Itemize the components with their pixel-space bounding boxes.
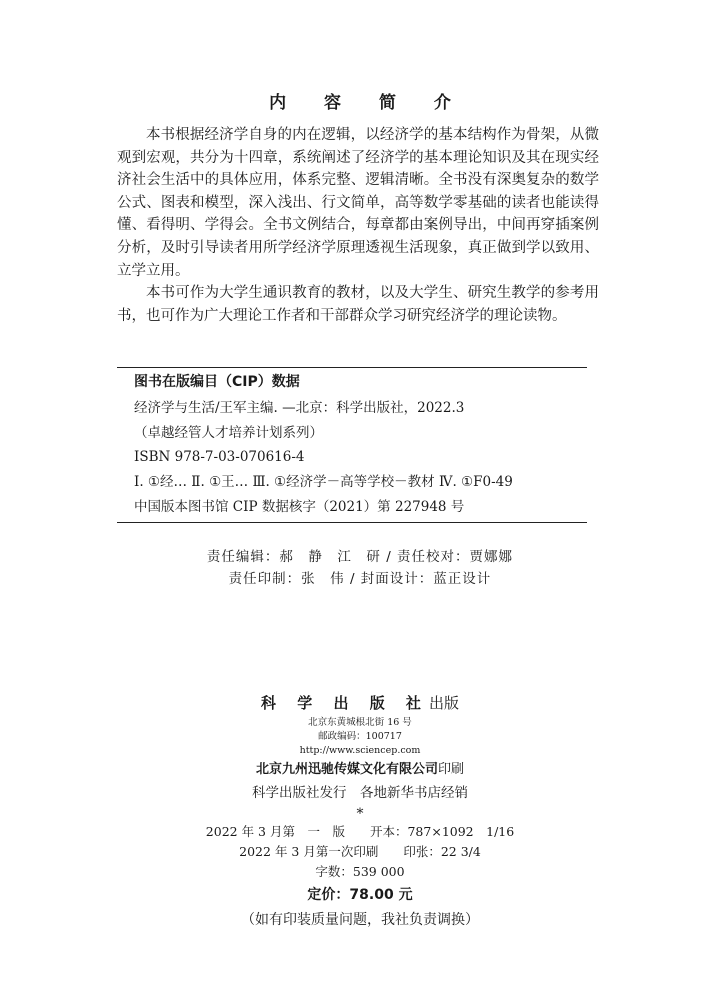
summary-paragraph: 本书可作为大学生通识教育的教材，以及大学生、研究生教学的参考用书，也可作为广大理论工作者和干部群众学习研究经济学的理论读物。 — [117, 285, 599, 324]
publisher-address: 北京东黄城根北街 16 号 — [308, 717, 412, 728]
distribution-line: 科学出版社发行 各地新华书店经销 — [252, 785, 468, 801]
credits-editors: 责任编辑：郝 静 江 研 / 责任校对：贾娜娜 — [206, 549, 514, 565]
publisher-name: 科 学 出 版 社 — [261, 694, 429, 712]
printing-line: 2022 年 3 月第一次印刷 印张：22 3/4 — [239, 844, 481, 859]
cip-block — [117, 367, 587, 523]
cip-line: （卓越经管人才培养计划系列） — [134, 424, 323, 441]
publisher-suffix: 出版 — [428, 694, 459, 712]
word-count: 字数：539 000 — [315, 864, 405, 879]
summary-section — [117, 124, 599, 327]
cip-line: ISBN 978-7-03-070616-4 — [134, 449, 305, 466]
cip-bottom-rule — [117, 522, 587, 523]
cip-line: 中国版本图书馆 CIP 数据核字（2021）第 227948 号 — [134, 498, 465, 515]
publisher-postcode: 邮政编码：100717 — [318, 731, 402, 742]
publisher-line — [0, 690, 720, 716]
credits-production: 责任印制：张 伟 / 封面设计：蓝正设计 — [228, 571, 492, 587]
price: 定价：78.00 元 — [307, 887, 413, 903]
summary-paragraph: 本书根据经济学自身的内在逻辑，以经济学的基本结构作为骨架，从微观到宏观，共分为十四章，系统阐述了经济学的基本理论知识及其在现实经济社会生活中的具体应用，体系完整、逻辑清晰。全书没有深奥复杂的数学公式、图表和模型，深入浅出、行文简单，高等数学零基础的读者也能读得懂、看得明、学得会。全书文例结合，每章都由案例导出，中间再穿插案例分析，及时引导读者用所学经济学原理透视生活现象，真正做到学以致用、立学立用。 — [117, 127, 599, 279]
printer-line — [0, 758, 720, 782]
cip-line: Ⅰ. ①经… Ⅱ. ①王… Ⅲ. ①经济学－高等学校－教材 Ⅳ. ①F0-49 — [134, 474, 513, 491]
credits — [0, 546, 720, 590]
publisher-block — [0, 690, 720, 932]
cip-line: 经济学与生活/王军主编. —北京：科学出版社，2022.3 — [134, 400, 465, 416]
quality-notice: （如有印装质量问题，我社负责调换） — [241, 912, 479, 928]
separator-star: * — [356, 806, 364, 822]
book-specs — [0, 822, 720, 882]
page-title: 内 容 简 介 — [269, 93, 467, 113]
printer-name: 北京九州迅驰传媒文化有限公司 — [255, 762, 438, 777]
printer-suffix: 印刷 — [438, 762, 465, 777]
edition-line: 2022 年 3 月第 一 版 开本：787×1092 1/16 — [205, 824, 515, 839]
publisher-website: http://www.sciencep.com — [299, 745, 421, 756]
cip-heading: 图书在版编目（CIP）数据 — [134, 374, 300, 390]
